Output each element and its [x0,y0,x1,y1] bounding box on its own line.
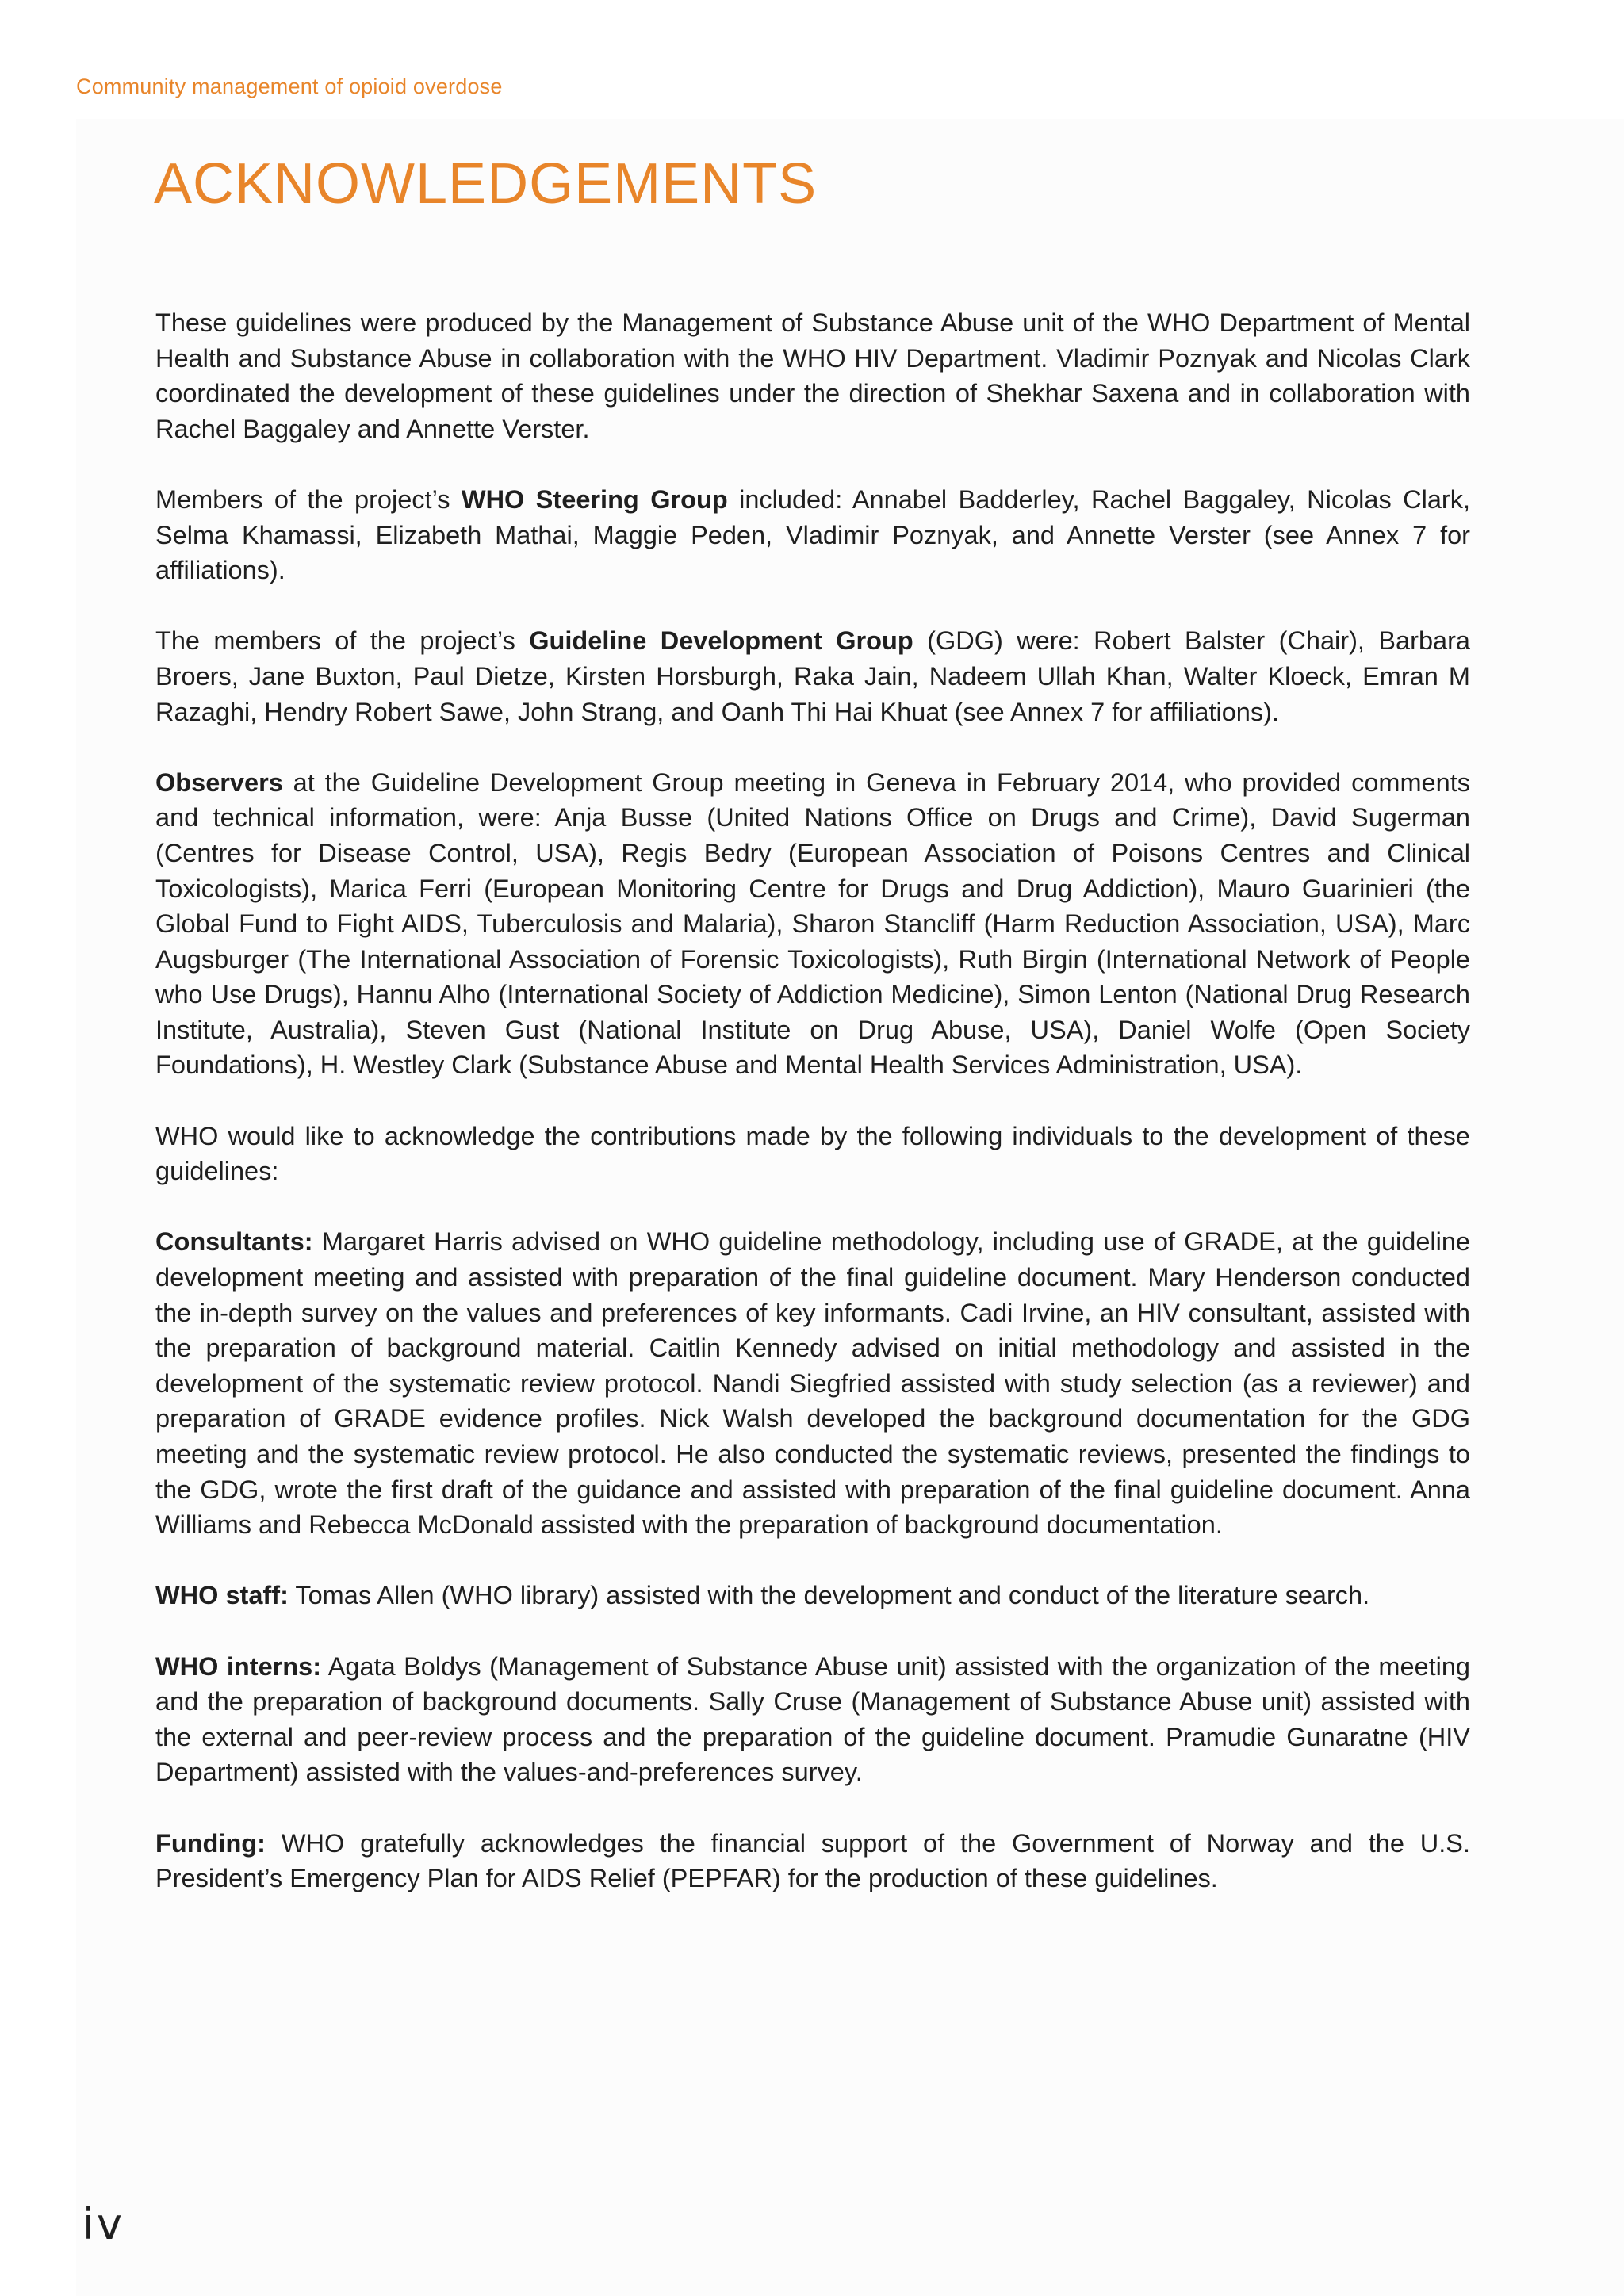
paragraph-observers [155,765,1470,1083]
page-title: ACKNOWLEDGEMENTS [154,152,818,216]
paragraph-intro: These guidelines were produced by the Management of Substance Abuse unit of the WHO Department of Mental Health and Substance Abuse in collaboration with the WHO HIV Department. Vladimir Poznyak and Nicolas Clark coordinated the development of these guidelines under the direction of Shekhar Saxena and in collaboration with Rachel Baggaley and Annette Verster. [155,308,1470,443]
funding-label: Funding: [155,1828,266,1858]
steering-pre: Members of the project’s [155,484,462,514]
page-number: iv [82,2199,124,2249]
consultants-label: Consultants: [155,1227,313,1257]
who-interns-label: WHO interns: [155,1651,322,1681]
who-staff-text: Tomas Allen (WHO library) assisted with the development and conduct of the literature search. [288,1581,1370,1610]
gdg-pre: The members of the project’s [155,626,530,656]
funding-text: WHO gratefully acknowledges the financial support of the Government of Norway and the U.S. President’s Emergency Plan for AIDS Relief (PEPFAR) for the production of these guidelines. [155,1828,1470,1893]
paragraph-steering-group [155,482,1470,588]
running-header: Community management of opioid overdose [76,75,503,98]
observers-label: Observers [155,767,283,797]
observers-text: at the Guideline Development Group meeting in Geneva in February 2014, who provided comments and technical information, were: Anja Busse (United Nations Office on Drugs and Crime), David Sugerman (Centres for Disease Control, USA), Regis Bedry (European Association of Poisons Centres and Clinical Toxicologists), Marica Ferri (European Monitoring Centre for Drugs and Drug Addiction), Mauro Guarinieri (the Global Fund to Fight AIDS, Tuberculosis and Malaria), Sharon Stancliff (Harm Reduction Association, USA), Marc Augsburger (The International Association of Forensic Toxicologists), Ruth Birgin (International Network of People who Use Drugs), Hannu Alho (International Society of Addiction Medicine), Simon Lenton (National Drug Research Institute, Australia), Steven Gust (National Institute on Drug Abuse, USA), Daniel Wolfe (Open Society Foundations), H. Westley Clark (Substance Abuse and Mental Health Services Administration, USA). [155,767,1470,1080]
paragraph-funding [155,1826,1470,1896]
paragraph-who-interns [155,1649,1470,1790]
who-staff-label: WHO staff: [155,1581,289,1610]
who-interns-text: Agata Boldys (Management of Substance Abuse unit) assisted with the organization of the meeting and the preparation of background documents. Sally Cruse (Management of Substance Abuse unit) assisted with the external and peer-review process and the preparation of the guideline document. Pramudie Gunaratne (HIV Department) assisted with the values-and-preferences survey. [155,1651,1470,1787]
consultants-text: Margaret Harris advised on WHO guideline methodology, including use of GRADE, at the guideline development meeting and assisted with preparation of the final guideline document. Mary Henderson conducted the in-depth survey on the values and preferences of key informants. Cadi Irvine, an HIV consultant, assisted with the preparation of background material. Caitlin Kennedy advised on initial methodology and assisted in the development of the systematic review protocol. Nandi Siegfried assisted with study selection (as a reviewer) and preparation of GRADE evidence profiles. Nick Walsh developed the background documentation for the GDG meeting and the systematic review protocol. He also conducted the systematic reviews, presented the findings to the GDG, wrote the first draft of the guidance and assisted with preparation of the final guideline document. Anna Williams and Rebecca McDonald assisted with the preparation of background documentation. [155,1227,1470,1540]
gdg-post: (GDG) were: Robert Balster (Chair), Barbara Broers, Jane Buxton, Paul Dietze, Kirsten Horsburgh, Raka Jain, Nadeem Ullah Khan, Walter Kloeck, Emran M Razaghi, Hendry Robert Sawe, John Strang, and Oanh Thi Hai Khuat (see Annex 7 for affiliations). [155,626,1470,726]
paragraph-gdg [155,623,1470,729]
steering-post: included: Annabel Badderley, Rachel Baggaley, Nicolas Clark, Selma Khamassi, Elizabeth Mathai, Maggie Peden, Vladimir Poznyak, and Annette Verster (see Annex 7 for affiliations). [155,484,1471,585]
steering-group-label: WHO Steering Group [461,484,728,514]
paragraph-acknowledge: WHO would like to acknowledge the contributions made by the following individuals to the development of these guidelines: [155,1121,1470,1186]
paragraph-who-staff [155,1578,1470,1613]
gdg-label: Guideline Development Group [529,626,914,656]
paragraph-consultants [155,1224,1470,1542]
body-text [155,305,1470,1931]
